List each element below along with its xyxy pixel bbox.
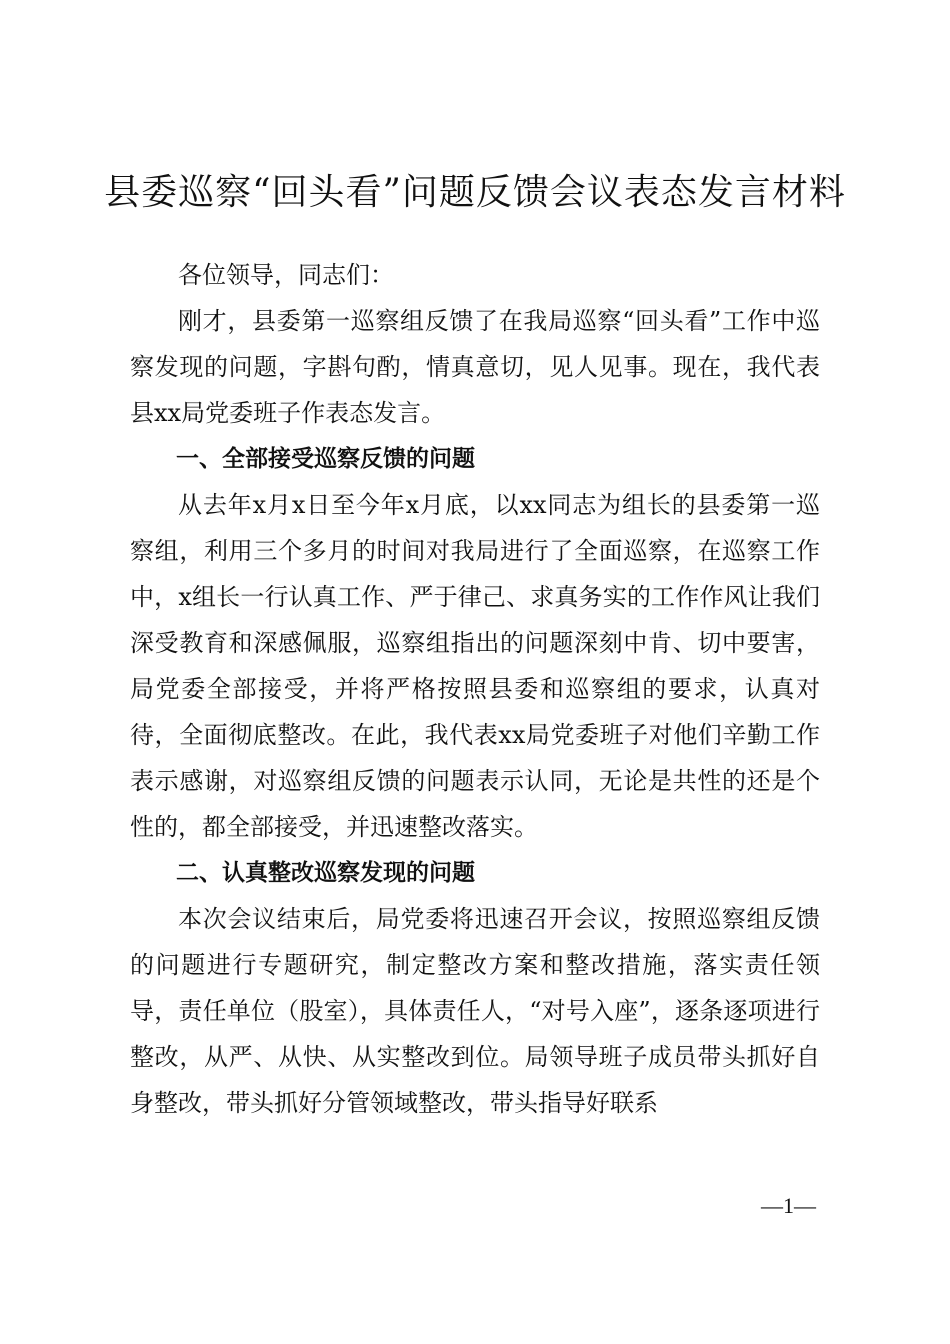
page-number: —1— xyxy=(761,1193,816,1218)
section-paragraph-2: 本次会议结束后，局党委将迅速召开会议，按照巡察组反馈的问题进行专题研究，制定整改方案和整改措施，落实责任领导，责任单位（股室），具体责任人，“对号入座”，逐条逐项进行整改，从严、从快、从实整改到位。局领导班子成员带头抓好自身整改，带头抓好分管领域整改，带头指导好联系 xyxy=(130,905,820,1117)
section-paragraph-1: 从去年x月x日至今年x月底，以xx同志为组长的县委第一巡察组，利用三个多月的时间对我局进行了全面巡察，在巡察工作中，x组长一行认真工作、严于律己、求真务实的工作作风让我们深受教育和深感佩服，巡察组指出的问题深刻中肯、切中要害，局党委全部接受，并将严格按照县委和巡察组的要求，认真对待，全面彻底整改。在此，我代表xx局党委班子对他们辛勤工作表示感谢，对巡察组反馈的问题表示认同，无论是共性的还是个性的，都全部接受，并迅速整改落实。 xyxy=(130,491,820,841)
salutation: 各位领导，同志们： xyxy=(178,261,394,289)
intro-paragraph: 刚才，县委第一巡察组反馈了在我局巡察“回头看”工作中巡察发现的问题，字斟句酌，情真意切，见人见事。现在，我代表县xx局党委班子作表态发言。 xyxy=(130,307,820,427)
document-title: 县委巡察“回头看”问题反馈会议表态发言材料 xyxy=(104,172,846,213)
section-heading-1: 一、全部接受巡察反馈的问题 xyxy=(176,446,475,472)
document-body xyxy=(130,252,820,1126)
section-heading-2: 二、认真整改巡察发现的问题 xyxy=(176,860,475,886)
